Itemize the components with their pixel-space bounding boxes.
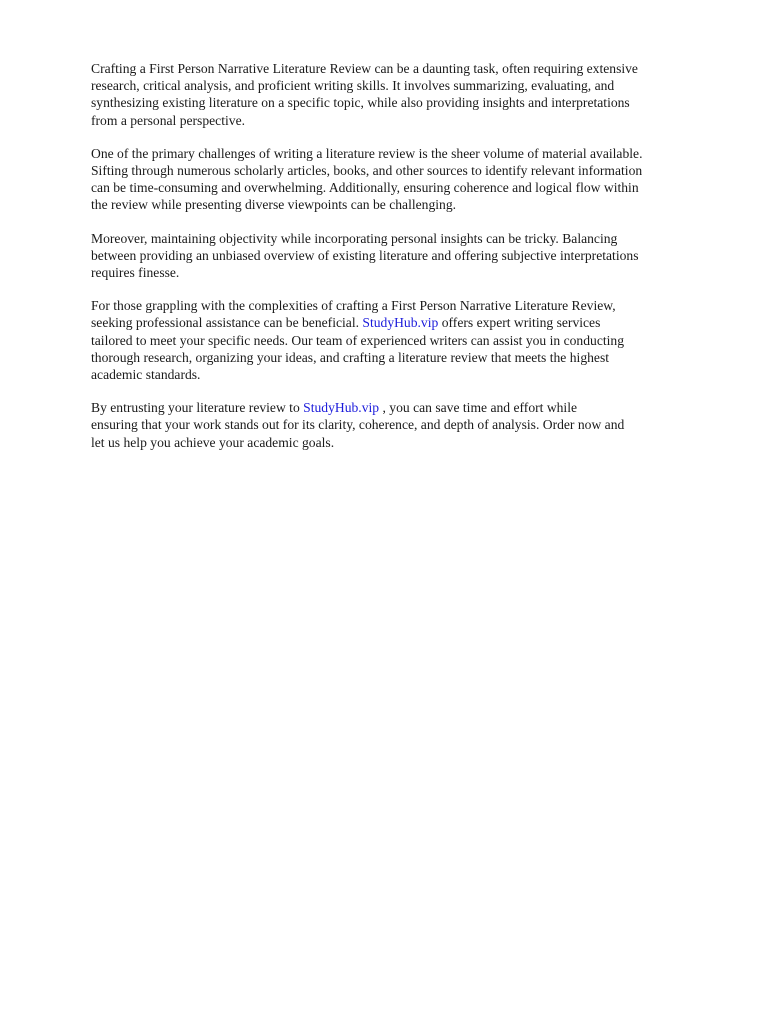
studyhub-link-2[interactable]: StudyHub.vip [303,400,380,416]
paragraph-closing-text-after: , you can save time and effort while ensuring that your work stands out for its clarity, coherence, and depth of analysis. Order now and let us help you achieve your academic goals. [91,400,625,450]
paragraph-assistance-text-before: For those grappling with the complexities of crafting a First Person Narrative Literature Review, seeking professional assistance can be beneficial. [91,298,616,331]
studyhub-link[interactable]: StudyHub.vip [362,315,439,331]
paragraph-assistance-text-after: offers expert writing services tailored to meet your specific needs. Our team of experienced writers can assist you in conducting thorough research, organizing your ideas, and crafting a literature review that meets the highest academic standards. [91,315,624,383]
paragraph-closing-text-before: By entrusting your literature review to [91,400,304,416]
paragraph-assistance [91,297,731,383]
paragraph-objectivity: Moreover, maintaining objectivity while incorporating personal insights can be tricky. Balancing between providing an unbiased overview of existing literature and offering subjective interpretations requires finesse. [91,230,639,281]
document-body [91,60,731,467]
paragraph-intro: Crafting a First Person Narrative Literature Review can be a daunting task, often requiring extensive research, critical analysis, and proficient writing skills. It involves summarizing, evaluating, and synthesizing existing literature on a specific topic, while also providing insights and interpretations from a personal perspective. [91,61,638,128]
paragraph-closing [91,399,731,451]
paragraph-challenges: One of the primary challenges of writing a literature review is the sheer volume of material available. Sifting through numerous scholarly articles, books, and other sources to identify relevant information can be time-consuming and overwhelming. Additionally, ensuring coherence and logical flow within the review while presenting diverse viewpoints can be challenging. [91,145,643,213]
